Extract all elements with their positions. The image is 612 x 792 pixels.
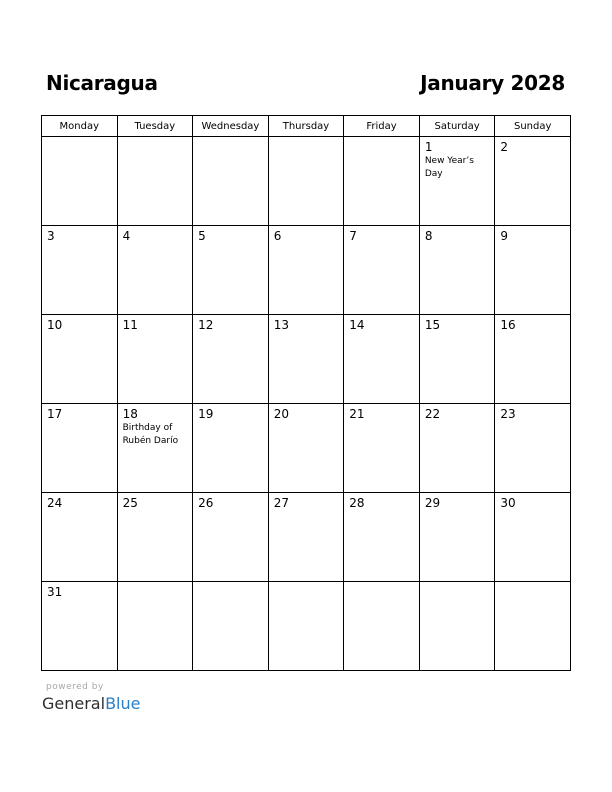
weekday-sunday: Sunday: [495, 116, 571, 137]
day-cell: [344, 315, 420, 404]
day-cell: [42, 226, 118, 315]
day-number: 22: [424, 407, 441, 421]
day-cell: [268, 315, 344, 404]
day-number: [269, 137, 344, 140]
day-number: 30: [500, 496, 516, 510]
day-cell: [495, 404, 571, 493]
day-number: 11: [122, 318, 138, 332]
day-cell: [42, 493, 118, 582]
day-number: 3: [47, 229, 55, 243]
day-number: 19: [198, 407, 214, 421]
day-number: 15: [424, 318, 441, 332]
day-cell: [117, 493, 193, 582]
brand-general-text: General: [42, 694, 106, 713]
day-cell: [268, 137, 344, 226]
holiday-name-line: Birthday of: [122, 423, 173, 433]
powered-by-label: powered by: [46, 682, 104, 692]
day-number: 10: [47, 318, 63, 332]
day-cell: [419, 137, 495, 226]
day-cell: [419, 315, 495, 404]
day-cell: [344, 137, 420, 226]
day-number: 29: [424, 496, 441, 510]
day-number: 12: [198, 318, 214, 332]
day-cell: [117, 315, 193, 404]
weekday-wednesday: Wednesday: [193, 116, 269, 137]
day-cell: [344, 493, 420, 582]
day-number: [193, 137, 268, 140]
day-number: 7: [349, 229, 357, 243]
day-number: 8: [424, 229, 433, 243]
day-cell: [117, 226, 193, 315]
week-row: [42, 226, 571, 315]
day-number: [420, 582, 495, 585]
day-number: 26: [198, 496, 214, 510]
day-number: 23: [500, 407, 516, 421]
holiday-name-line: Day: [424, 168, 443, 179]
week-row: [42, 493, 571, 582]
week-row: [42, 315, 571, 404]
day-cell: [193, 404, 269, 493]
day-number: 5: [198, 229, 206, 243]
day-cell: [268, 404, 344, 493]
weekday-thursday: Thursday: [268, 116, 344, 137]
day-cell: [193, 315, 269, 404]
day-number: [495, 582, 570, 585]
day-cell: [495, 493, 571, 582]
day-number: [269, 582, 344, 585]
day-number: 25: [122, 496, 138, 510]
day-number: [344, 137, 419, 140]
brand-blue-text: Blue: [105, 694, 141, 713]
day-cell: [193, 493, 269, 582]
day-number: 27: [273, 496, 289, 510]
day-number: 31: [47, 585, 63, 599]
day-number: 24: [47, 496, 63, 510]
day-number: 17: [47, 407, 63, 421]
day-cell: [117, 137, 193, 226]
day-number: 28: [349, 496, 365, 510]
country-title: Nicaragua: [46, 71, 158, 95]
day-cell: [344, 226, 420, 315]
weekday-saturday: Saturday: [419, 116, 495, 137]
week-row: [42, 404, 571, 493]
day-cell: [42, 137, 118, 226]
week-row: [42, 137, 571, 226]
day-number: 2: [500, 140, 509, 154]
day-cell: [268, 226, 344, 315]
day-cell: [268, 582, 344, 671]
day-cell: [268, 493, 344, 582]
holiday-name-line: New Year’s: [424, 156, 474, 166]
holiday-label: [420, 154, 495, 180]
day-cell: [419, 493, 495, 582]
day-cell: [344, 582, 420, 671]
day-cell: [495, 582, 571, 671]
week-row: [42, 582, 571, 671]
calendar-grid: [41, 115, 571, 671]
generalblue-logo[interactable]: [42, 694, 140, 713]
holiday-name-line: Rubén Darío: [122, 435, 179, 446]
day-number: 21: [349, 407, 365, 421]
day-number: 13: [273, 318, 289, 332]
day-cell: [42, 404, 118, 493]
day-cell: [495, 315, 571, 404]
day-cell: [419, 582, 495, 671]
weekday-header-row: [42, 116, 571, 137]
day-cell: [193, 582, 269, 671]
day-number: 14: [349, 318, 365, 332]
day-number: 6: [273, 229, 282, 243]
weekday-tuesday: Tuesday: [117, 116, 193, 137]
day-cell: [495, 137, 571, 226]
day-number: 9: [500, 229, 509, 243]
holiday-label: [118, 421, 193, 447]
day-cell: [419, 404, 495, 493]
day-number: 20: [273, 407, 289, 421]
day-cell: [117, 404, 193, 493]
day-cell: [419, 226, 495, 315]
day-cell: [495, 226, 571, 315]
day-number: 4: [122, 229, 131, 243]
day-cell: [42, 582, 118, 671]
day-number: [42, 137, 117, 140]
month-title: January 2028: [420, 71, 565, 95]
day-number: 1: [424, 140, 433, 154]
weekday-friday: Friday: [344, 116, 420, 137]
day-cell: [42, 315, 118, 404]
day-cell: [117, 582, 193, 671]
day-number: [193, 582, 268, 585]
day-cell: [193, 226, 269, 315]
day-number: [118, 137, 193, 140]
day-number: 16: [500, 318, 516, 332]
day-cell: [193, 137, 269, 226]
day-cell: [344, 404, 420, 493]
day-number: [118, 582, 193, 585]
day-number: 18: [122, 407, 138, 421]
day-number: [344, 582, 419, 585]
weekday-monday: Monday: [42, 116, 118, 137]
